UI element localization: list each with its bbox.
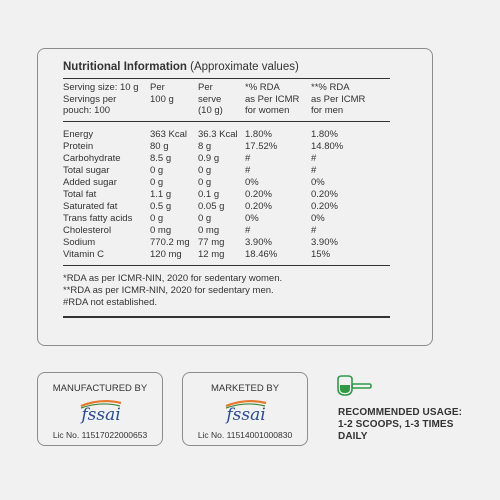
footnote-women: *RDA as per ICMR-NIN, 2020 for sedentary women.: [63, 273, 283, 284]
marketer-card: [182, 372, 308, 446]
cell-per-serve: 12 mg: [198, 249, 225, 260]
cell-nutrient: Carbohydrate: [63, 153, 121, 164]
cell-per-serve: 0.05 g: [198, 201, 225, 212]
cell-rda-men: 0.20%: [311, 201, 338, 212]
table-row: [63, 177, 393, 189]
cell-per-100g: 0.5 g: [150, 201, 172, 212]
cell-nutrient: Sodium: [63, 237, 96, 248]
cell-rda-men: #: [311, 225, 317, 236]
header-serving: [63, 82, 139, 117]
fssai-logo: [38, 397, 162, 427]
cell-rda-men: #: [311, 153, 317, 164]
header-serving-line: Serving size: 10 g: [63, 82, 139, 93]
table-row: [63, 141, 393, 153]
table-row: [63, 165, 393, 177]
header-rule: [63, 121, 390, 122]
table-row: [63, 129, 393, 141]
bottom-rule: [63, 316, 390, 318]
top-rule: [63, 78, 390, 79]
manufacturer-card: [37, 372, 163, 446]
header-rda-men-line: **% RDA: [311, 82, 350, 93]
table-row: [63, 153, 393, 165]
table-row: [63, 237, 393, 249]
cell-per-serve: 8 g: [198, 141, 212, 152]
cell-nutrient: Trans fatty acids: [63, 213, 133, 224]
cell-per-serve: 0 mg: [198, 225, 220, 236]
cell-rda-women: 0.20%: [245, 201, 272, 212]
cell-nutrient: Vitamin C: [63, 249, 105, 260]
cell-per-100g: 1.1 g: [150, 189, 172, 200]
header-rda-men-line: as Per ICMR: [311, 93, 366, 105]
cell-rda-women: 18.46%: [245, 249, 278, 260]
footnote-not-established: #RDA not established.: [63, 297, 158, 308]
header-rda-women: [245, 82, 299, 117]
fssai-logo: [183, 397, 307, 427]
cell-rda-men: 3.90%: [311, 237, 338, 248]
nutrition-title-sub: (Approximate values): [190, 61, 299, 73]
cell-per-100g: 770.2 mg: [150, 237, 190, 248]
usage-line: DAILY: [338, 431, 368, 442]
cell-nutrient: Cholesterol: [63, 225, 112, 236]
cell-nutrient: Total fat: [63, 189, 97, 200]
recommended-usage: [338, 407, 462, 443]
table-row: [63, 225, 393, 237]
cell-per-serve: 77 mg: [198, 237, 225, 248]
header-rda-women-line: for women: [245, 105, 290, 116]
cell-rda-women: #: [245, 153, 251, 164]
cell-nutrient: Total sugar: [63, 165, 110, 176]
cell-rda-women: 0%: [245, 213, 259, 224]
cell-per-100g: 0 g: [150, 177, 164, 188]
header-rda-men-line: for men: [311, 105, 344, 116]
header-per-100g: [150, 82, 174, 105]
cell-rda-men: 14.80%: [311, 141, 344, 152]
rows-rule: [63, 265, 390, 266]
svg-text:fssai: fssai: [81, 405, 121, 425]
header-rda-women-line: *% RDA: [245, 82, 280, 93]
header-rda-women-line: as Per ICMR: [245, 93, 300, 105]
scoop-icon: [335, 375, 375, 402]
header-per-serve-line: serve: [198, 93, 222, 105]
usage-line: RECOMMENDED USAGE:: [338, 407, 463, 418]
cell-per-serve: 0 g: [198, 165, 212, 176]
cell-per-100g: 0 g: [150, 213, 164, 224]
header-rda-men: [311, 82, 365, 117]
cell-per-100g: 80 g: [150, 141, 169, 152]
cell-per-100g: 0 g: [150, 165, 164, 176]
marketer-heading: MARKETED BY: [210, 383, 280, 394]
footnote-men: **RDA as per ICMR-NIN, 2020 for sedentary men.: [63, 285, 274, 296]
header-per-100g-line: 100 g: [150, 93, 174, 105]
cell-rda-women: 1.80%: [245, 129, 272, 140]
nutrition-title-main: Nutritional Information: [63, 61, 187, 73]
cell-nutrient: Protein: [63, 141, 94, 152]
cell-per-serve: 0 g: [198, 213, 212, 224]
cell-rda-women: 0.20%: [245, 189, 272, 200]
cell-rda-men: 0%: [311, 213, 325, 224]
nutrition-title: [63, 61, 299, 73]
cell-nutrient: Energy: [63, 129, 94, 140]
table-row: [63, 189, 393, 201]
cell-per-serve: 0 g: [198, 177, 212, 188]
cell-rda-women: #: [245, 165, 251, 176]
header-per-serve-line: Per: [198, 82, 213, 93]
nutrition-panel: [37, 48, 433, 346]
cell-rda-men: 0%: [311, 177, 325, 188]
cell-rda-women: 17.52%: [245, 141, 278, 152]
header-per-serve: [198, 82, 223, 117]
manufacturer-license: Lic No. 11517022000653: [52, 430, 148, 440]
usage-line: 1-2 SCOOPS, 1-3 TIMES: [338, 419, 454, 430]
header-serving-line: pouch: 100: [63, 105, 111, 116]
fssai-icon: [183, 397, 309, 427]
cell-per-serve: 0.1 g: [198, 189, 220, 200]
header-per-serve-line: (10 g): [198, 105, 223, 116]
table-row: [63, 201, 393, 213]
cell-per-100g: 120 mg: [150, 249, 182, 260]
table-row: [63, 213, 393, 225]
header-serving-line: Servings per: [63, 93, 117, 105]
svg-text:fssai: fssai: [226, 405, 266, 425]
cell-rda-men: #: [311, 165, 317, 176]
cell-rda-men: 1.80%: [311, 129, 338, 140]
cell-rda-men: 15%: [311, 249, 331, 260]
cell-nutrient: Saturated fat: [63, 201, 118, 212]
manufacturer-heading: MANUFACTURED BY: [52, 383, 148, 394]
cell-per-100g: 0 mg: [150, 225, 172, 236]
cell-rda-women: #: [245, 225, 251, 236]
cell-rda-women: 0%: [245, 177, 259, 188]
cell-rda-women: 3.90%: [245, 237, 272, 248]
marketer-license: Lic No. 11514001000830: [197, 430, 293, 440]
cell-per-100g: 8.5 g: [150, 153, 172, 164]
cell-nutrient: Added sugar: [63, 177, 117, 188]
cell-rda-men: 0.20%: [311, 189, 338, 200]
fssai-icon: [38, 397, 164, 427]
header-per-100g-line: Per: [150, 82, 165, 93]
cell-per-100g: 363 Kcal: [150, 129, 187, 140]
cell-per-serve: 36.3 Kcal: [198, 129, 238, 140]
cell-per-serve: 0.9 g: [198, 153, 220, 164]
table-row: [63, 249, 393, 261]
